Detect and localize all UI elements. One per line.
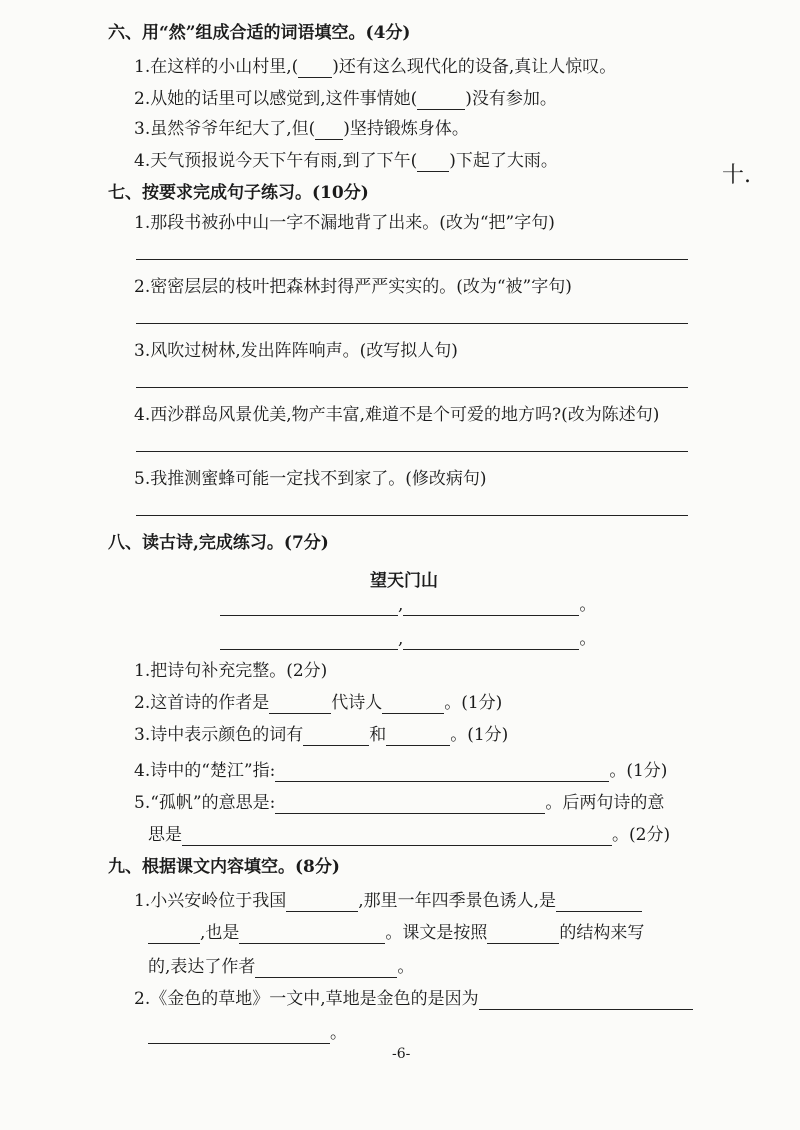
sec7-question-5: 5.我推测蜜蜂可能一定找不到家了。(修改病句) bbox=[134, 469, 487, 489]
poem-blank[interactable] bbox=[403, 631, 579, 650]
answer-blank[interactable] bbox=[239, 925, 385, 944]
sec7-question-4: 4.西沙群岛风景优美,物产丰富,难道不是个可爱的地方吗?(改为陈述句) bbox=[134, 405, 660, 425]
poem-line-2: , 。 bbox=[220, 628, 596, 650]
sec9-question-1-cont: ,也是 。课文是按照 的结构来写 bbox=[148, 922, 644, 944]
answer-blank[interactable] bbox=[303, 727, 369, 746]
sec8-question-2: 2.这首诗的作者是 代诗人 。(1分) bbox=[134, 693, 503, 713]
answer-blank[interactable] bbox=[182, 827, 612, 846]
sec7-question-2: 2.密密层层的枝叶把森林封得严严实实的。(改为“被”字句) bbox=[134, 277, 572, 297]
answer-blank[interactable] bbox=[417, 153, 449, 172]
answer-blank[interactable] bbox=[479, 991, 693, 1010]
page-number: -6- bbox=[392, 1046, 411, 1062]
answer-blank[interactable] bbox=[315, 121, 343, 140]
answer-line[interactable] bbox=[136, 451, 688, 452]
poem-blank[interactable] bbox=[220, 597, 398, 616]
answer-line[interactable] bbox=[136, 323, 688, 324]
margin-mark: 十. bbox=[722, 163, 751, 188]
poem-blank[interactable] bbox=[220, 631, 398, 650]
answer-blank[interactable] bbox=[286, 893, 358, 912]
section-6-title: 六、用“然”组成合适的词语填空。(4分) bbox=[108, 23, 411, 43]
answer-line[interactable] bbox=[136, 387, 688, 388]
poem-title: 望天门山 bbox=[370, 571, 438, 591]
answer-blank[interactable] bbox=[269, 695, 331, 714]
sec8-question-5-cont: 思是 。(2分) bbox=[148, 825, 671, 845]
answer-blank[interactable] bbox=[556, 893, 642, 912]
answer-line[interactable] bbox=[136, 259, 688, 260]
section-7-title: 七、按要求完成句子练习。(10分) bbox=[108, 183, 369, 203]
sec6-question-3: 3.虽然爷爷年纪大了,但( )坚持锻炼身体。 bbox=[134, 119, 469, 139]
sec7-question-1: 1.那段书被孙中山一字不漏地背了出来。(改为“把”字句) bbox=[134, 213, 555, 233]
poem-blank[interactable] bbox=[403, 597, 579, 616]
sec8-question-5: 5.“孤帆”的意思是: 。后两句诗的意 bbox=[134, 793, 665, 813]
answer-blank[interactable] bbox=[148, 1025, 330, 1044]
sec6-question-2: 2.从她的话里可以感觉到,这件事情她( )没有参加。 bbox=[134, 89, 557, 109]
sec9-question-2: 2.《金色的草地》一文中,草地是金色的是因为 bbox=[134, 988, 693, 1010]
answer-blank[interactable] bbox=[275, 795, 545, 814]
poem-line-1: , 。 bbox=[220, 594, 596, 616]
sec8-question-4: 4.诗中的“楚江”指: 。(1分) bbox=[134, 761, 668, 781]
sec8-question-3: 3.诗中表示颜色的词有 和 。(1分) bbox=[134, 725, 509, 745]
sec9-question-2-cont: 。 bbox=[148, 1022, 347, 1044]
sec6-question-4: 4.天气预报说今天下午有雨,到了下午( )下起了大雨。 bbox=[134, 151, 558, 171]
answer-blank[interactable] bbox=[148, 925, 200, 944]
sec8-question-1: 1.把诗句补充完整。(2分) bbox=[134, 661, 328, 681]
answer-blank[interactable] bbox=[386, 727, 450, 746]
answer-blank[interactable] bbox=[298, 59, 332, 78]
sec7-question-3: 3.风吹过树林,发出阵阵响声。(改写拟人句) bbox=[134, 341, 458, 361]
answer-blank[interactable] bbox=[275, 763, 609, 782]
section-9-title: 九、根据课文内容填空。(8分) bbox=[108, 857, 340, 877]
answer-line[interactable] bbox=[136, 515, 688, 516]
answer-blank[interactable] bbox=[417, 91, 465, 110]
sec9-question-1: 1.小兴安岭位于我国 ,那里一年四季景色诱人,是 bbox=[134, 890, 642, 912]
sec9-question-1-end: 的,表达了作者 。 bbox=[148, 957, 415, 977]
answer-blank[interactable] bbox=[382, 695, 444, 714]
sec6-question-1: 1.在这样的小山村里,( )还有这么现代化的设备,真让人惊叹。 bbox=[134, 57, 617, 77]
answer-blank[interactable] bbox=[255, 959, 397, 978]
answer-blank[interactable] bbox=[487, 925, 559, 944]
section-8-title: 八、读古诗,完成练习。(7分) bbox=[108, 533, 329, 553]
